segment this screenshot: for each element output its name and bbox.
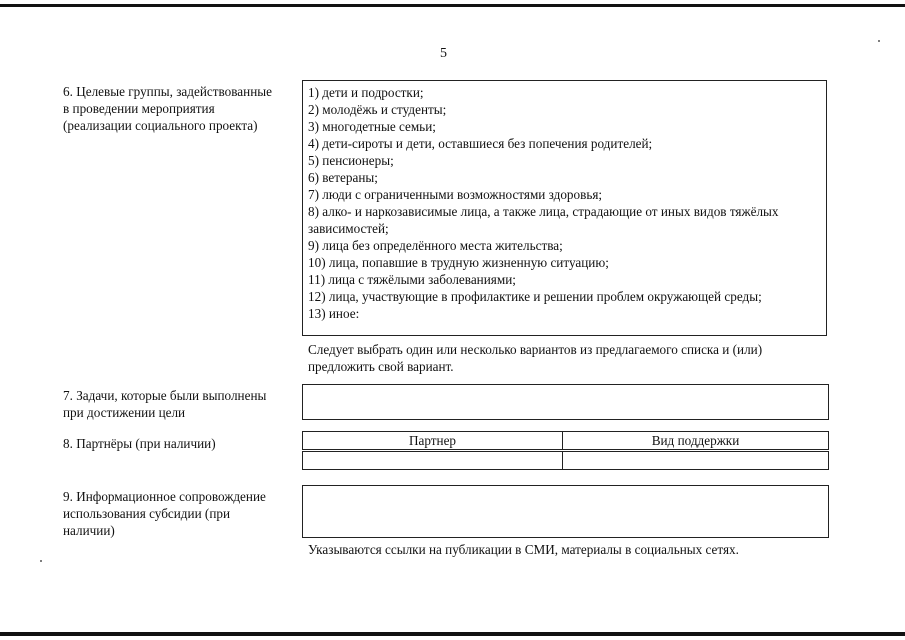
target-group-item: 8) алко- и наркозависимые лица, а также лица, страдающие от иных видов тяжёлых зависимостей;: [308, 204, 779, 236]
target-groups-note: Следует выбрать один или несколько вариантов из предлагаемого списка и (или) предложить свой вариант.: [308, 342, 763, 374]
scan-speck: [40, 560, 42, 562]
table-row: [303, 451, 829, 470]
partners-column-header: Вид поддержки: [563, 432, 829, 451]
target-group-item: 4) дети-сироты и дети, оставшиеся без попечения родителей;: [308, 136, 653, 151]
target-groups-label: 6. Целевые группы, задействованные в проведении мероприятия (реализации социального проекта): [63, 84, 272, 133]
bottom-border-line: [0, 632, 905, 636]
target-group-item: 11) лица с тяжёлыми заболеваниями;: [308, 272, 516, 287]
tasks-field[interactable]: [302, 384, 829, 420]
target-group-item: 1) дети и подростки;: [308, 85, 424, 100]
top-border-line: [0, 4, 905, 7]
partners-table: [302, 431, 829, 470]
info-support-label: 9. Информационное сопровождение использования субсидии (при наличии): [63, 489, 266, 538]
support-type-cell[interactable]: [563, 451, 829, 470]
target-group-item: 3) многодетные семьи;: [308, 119, 436, 134]
info-support-field[interactable]: [302, 485, 829, 538]
target-group-item: 13) иное:: [308, 306, 360, 321]
target-groups-box: [302, 80, 827, 336]
target-group-item: 2) молодёжь и студенты;: [308, 102, 447, 117]
target-group-item: 5) пенсионеры;: [308, 153, 394, 168]
partner-cell[interactable]: [303, 451, 563, 470]
page-number: 5: [440, 46, 447, 61]
tasks-label: 7. Задачи, которые были выполнены при достижении цели: [63, 388, 267, 420]
scan-speck: [878, 40, 880, 42]
target-group-item: 9) лица без определённого места жительства;: [308, 238, 563, 253]
partners-column-header: Партнер: [303, 432, 563, 451]
target-group-item: 7) люди с ограниченными возможностями здоровья;: [308, 187, 603, 202]
target-group-item: 12) лица, участвующие в профилактике и решении проблем окружающей среды;: [308, 289, 762, 304]
target-group-item: 6) ветераны;: [308, 170, 378, 185]
info-support-note: Указываются ссылки на публикации в СМИ, материалы в социальных сетях.: [308, 542, 739, 557]
partners-label: 8. Партнёры (при наличии): [63, 436, 216, 451]
target-group-item: 10) лица, попавшие в трудную жизненную ситуацию;: [308, 255, 609, 270]
